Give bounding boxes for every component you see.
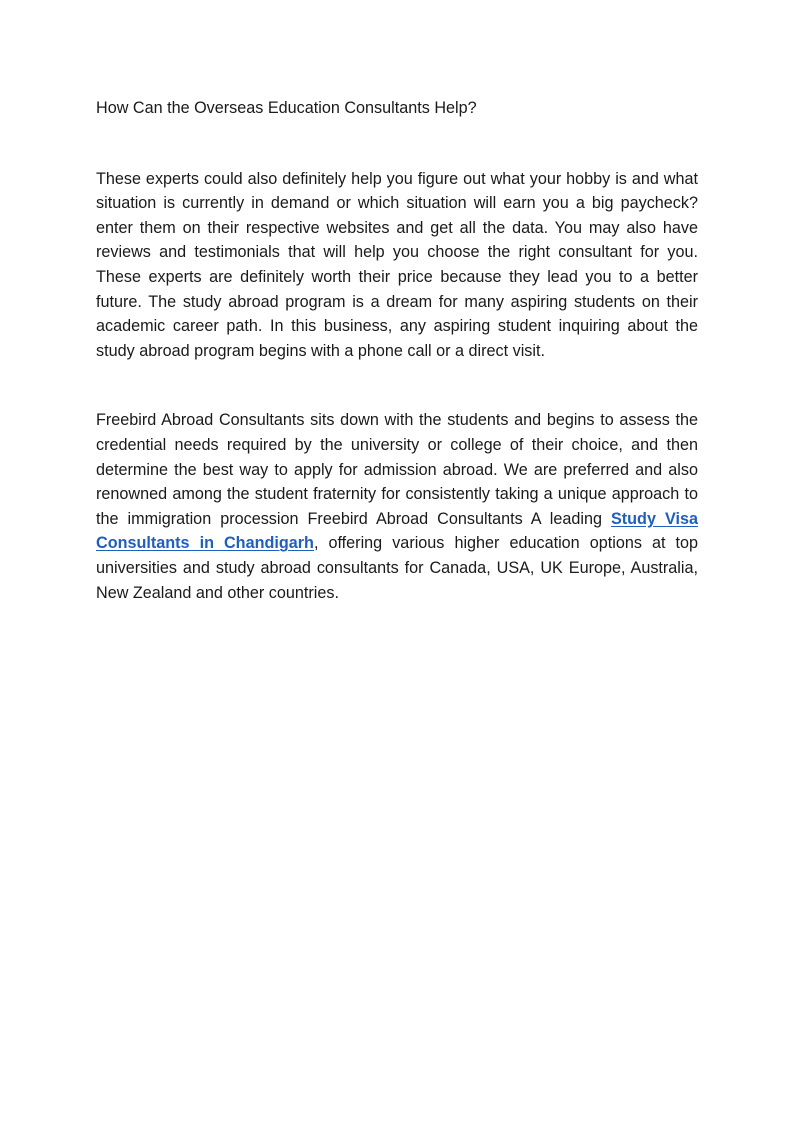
paragraph-consultants-help: These experts could also definitely help you figure out what your hobby is and what situation is currently in demand or which situation will earn you a big paycheck? enter them on their respective websites and get all the data. You may also have reviews and testimonials that will help you choose the right consultant for you. These experts are definitely worth their price because they lead you to a better future. The study abroad program is a dream for many aspiring students on their academic career path. In this business, any aspiring student inquiring about the study abroad program begins with a phone call or a direct visit.: [96, 169, 698, 360]
paragraph-freebird: [96, 408, 698, 605]
paragraph-text-after-link: , offering various higher education options at top universities and study abroad consultants for Canada, USA, UK Europe, Australia, New Zealand and other countries.: [96, 534, 699, 602]
document-body: [96, 96, 698, 605]
document-heading: How Can the Overseas Education Consultants Help?: [96, 99, 477, 117]
paragraph-text-before-link: Freebird Abroad Consultants sits down with the students and begins to assess the credential needs required by the university or college of their choice, and then determine the best way to apply for admission abroad. We are preferred and also renowned among the student fraternity for consistently taking a unique approach to the immigration procession Freebird Abroad Consultants A leading: [96, 411, 698, 528]
study-visa-consultants-link[interactable]: Study Visa Consultants in Chandigarh: [96, 509, 698, 553]
